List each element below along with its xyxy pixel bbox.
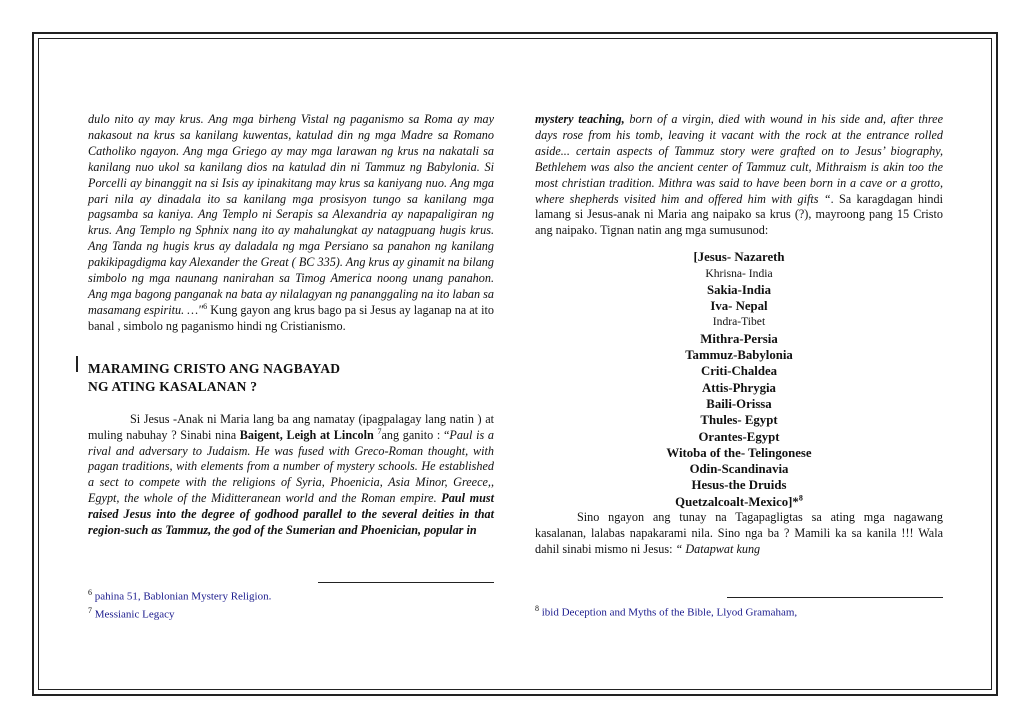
list-item: Tammuz-Babylonia [685, 348, 793, 363]
list-item: Orantes-Egypt [698, 429, 780, 444]
heading-line-1: MARAMING CRISTO ANG NAGBAYAD [88, 360, 341, 376]
footnote-6-text: pahina 51, Bablonian Mystery Religion. [92, 590, 272, 603]
christ-list [535, 249, 943, 510]
footnote-num-8: 8 [535, 604, 539, 613]
mystery-teaching-text: mystery teaching, [535, 112, 625, 126]
list-item: Khrisna- India [705, 266, 773, 280]
heading-line-2: NG ATING KASALANAN ? [88, 378, 258, 394]
footnote-ref-8[interactable]: 8 [798, 493, 803, 503]
list-item: Witoba of the- Telingonese [666, 445, 812, 460]
left-paragraph-cross [88, 112, 494, 335]
list-item: Criti-Chaldea [700, 364, 778, 379]
cross-conclusion-text: Kung gayon ang krus bago pa si Jesus ay laganap na at ito banal , simbolo ng paganismo hindi ng Cristianismo. [88, 302, 494, 333]
list-item: Hesus-the Druids [691, 478, 787, 493]
right-column [535, 112, 943, 558]
fifteen-christs-text: . Sa karagdagan hindi lamang si Jesus-anak ni Maria ang naipako sa krus (?), mayroong pang 15 Cristo ang naipako. Tignan natin ang mga sumusunod: [535, 191, 943, 238]
footnote-ref-7[interactable]: 7 [377, 426, 382, 436]
right-paragraph-quote [535, 112, 943, 239]
footnote-num-6: 6 [88, 588, 92, 597]
list-item-text: Quetzalcoalt-Mexico]* [675, 494, 799, 509]
footnote-num-7: 7 [88, 605, 92, 615]
footnotes-left [88, 586, 271, 621]
tammuz-quote: born of a virgin, died with wound in his side and, after three days rose from his tomb, leaving it vacant with the rock at the entrance rolled aside... certain aspects of Tammuz story were grafted on to Jesus’ biography, Bethlehem was also the ancient center of Tammuz cult, Mithraism is akin too the most christian tradition. Mithra was said to have been born in a cave or a grotto, where shepherds visited him and offered him with gifts “ [535, 112, 943, 206]
list-item: Odin-Scandinavia [689, 462, 789, 477]
list-item: Mithra-Persia [700, 331, 778, 346]
quote-bold-italic: Paul must raised Jesus into the degree of godhood parallel to the several deities in that region-such as Tammuz, the god of the Sumerian and Phoenician, popular in [88, 491, 495, 538]
footnote-separator-right [727, 597, 943, 598]
list-item: Indra-Tibet [712, 315, 766, 329]
footnote-7 [88, 604, 271, 622]
list-item: [Jesus- Nazareth [693, 250, 785, 265]
footnote-ref-6[interactable]: 6 [203, 301, 208, 311]
list-item: Iva- Nepal [710, 299, 768, 314]
footnote-8-text: ibid Deception and Myths of the Bible, Llyod Gramaham, [539, 606, 798, 619]
text-cursor-mark [76, 356, 78, 372]
footnote-7-text: Messianic Legacy [92, 608, 175, 621]
section-heading [88, 360, 494, 396]
left-column [88, 112, 494, 539]
quote-italic: Paul is a rival and adversary to Judaism. He was fused with Greco-Roman thought, with pagan traditions, with elements from a number of mystery schools. He established a sect to compete with the religions of Syria, Phoenicia, Asia Minor, Greece,, Egypt, the whole of the Miditteranean world and the Roman empire. [88, 427, 494, 506]
footnote-6 [88, 586, 271, 604]
right-paragraph-savior [535, 510, 943, 558]
savior-question-text: Sino ngayon ang tunay na Tagapagligtas sa ating mga nagawang kasalanan, lalabas napakarami nila. Sino nga ba ? Mamili ka sa kanila !!! Wala dahil sinabi mismo ni Jesus: [535, 510, 943, 556]
cross-history-text: dulo nito ay may krus. Ang mga birheng Vistal ng paganismo sa Roma ay may nakasout na krus sa kanilang kuwentas, katulad din ng mga Madre sa Romano Catholiko ngayon. Ang mga Griego ay may mga larawan ng krus na nakatali sa kanilang nuo ukol sa kanilang dios na katulad din ni Tammuz ng Babylonia. Si Porcelli ay binanggit na si Isis ay ipinakitang may krus sa kaniyang nuo. Ang mga pari nila ay dinadala ito sa kanilang mga prosisyon tungo sa kanilang mga pagsamba sa kaniya. Ang Templo ni Serapis sa Alexandria ay napapaligiran ng krus. Ang Templo ng Sphnix nang ito ay mahalungkat ay natagpuang hugis krus. Ang Tanda ng hugis krus ay daladala ng mga Persiano sa panahon ng kanilang pakikipagdigma kay Alexander the Great ( BC 335). Ang krus ay ginamit na bilang simbolo ng mga naunang nanirahan sa Timog America noong unang panahon. Ang mga bagong panganak na bata ay nilalagyan ng pananggaling na ito laban sa masamang espiritu. …" [88, 112, 494, 317]
list-item: Sakia-India [706, 282, 772, 297]
footnote-separator-left [318, 582, 494, 583]
list-item: Thules- Egypt [700, 413, 778, 428]
list-item: Baili-Orissa [706, 396, 772, 411]
footnotes-right [535, 602, 797, 620]
list-item: Attis-Phrygia [702, 380, 776, 395]
left-paragraph-christs [88, 412, 494, 539]
question-text: Si Jesus -Anak ni Maria lang ba ang namatay (ipagpalagay lang natin ) at muling nabuhay ? Sinabi nina [88, 411, 494, 442]
jesus-quote-start: “ Datapwat kung [675, 541, 761, 556]
intro-text: ang ganito : “ [381, 427, 450, 442]
authors-name: Baigent, Leigh at Lincoln [239, 427, 378, 442]
list-item-last [535, 494, 943, 510]
